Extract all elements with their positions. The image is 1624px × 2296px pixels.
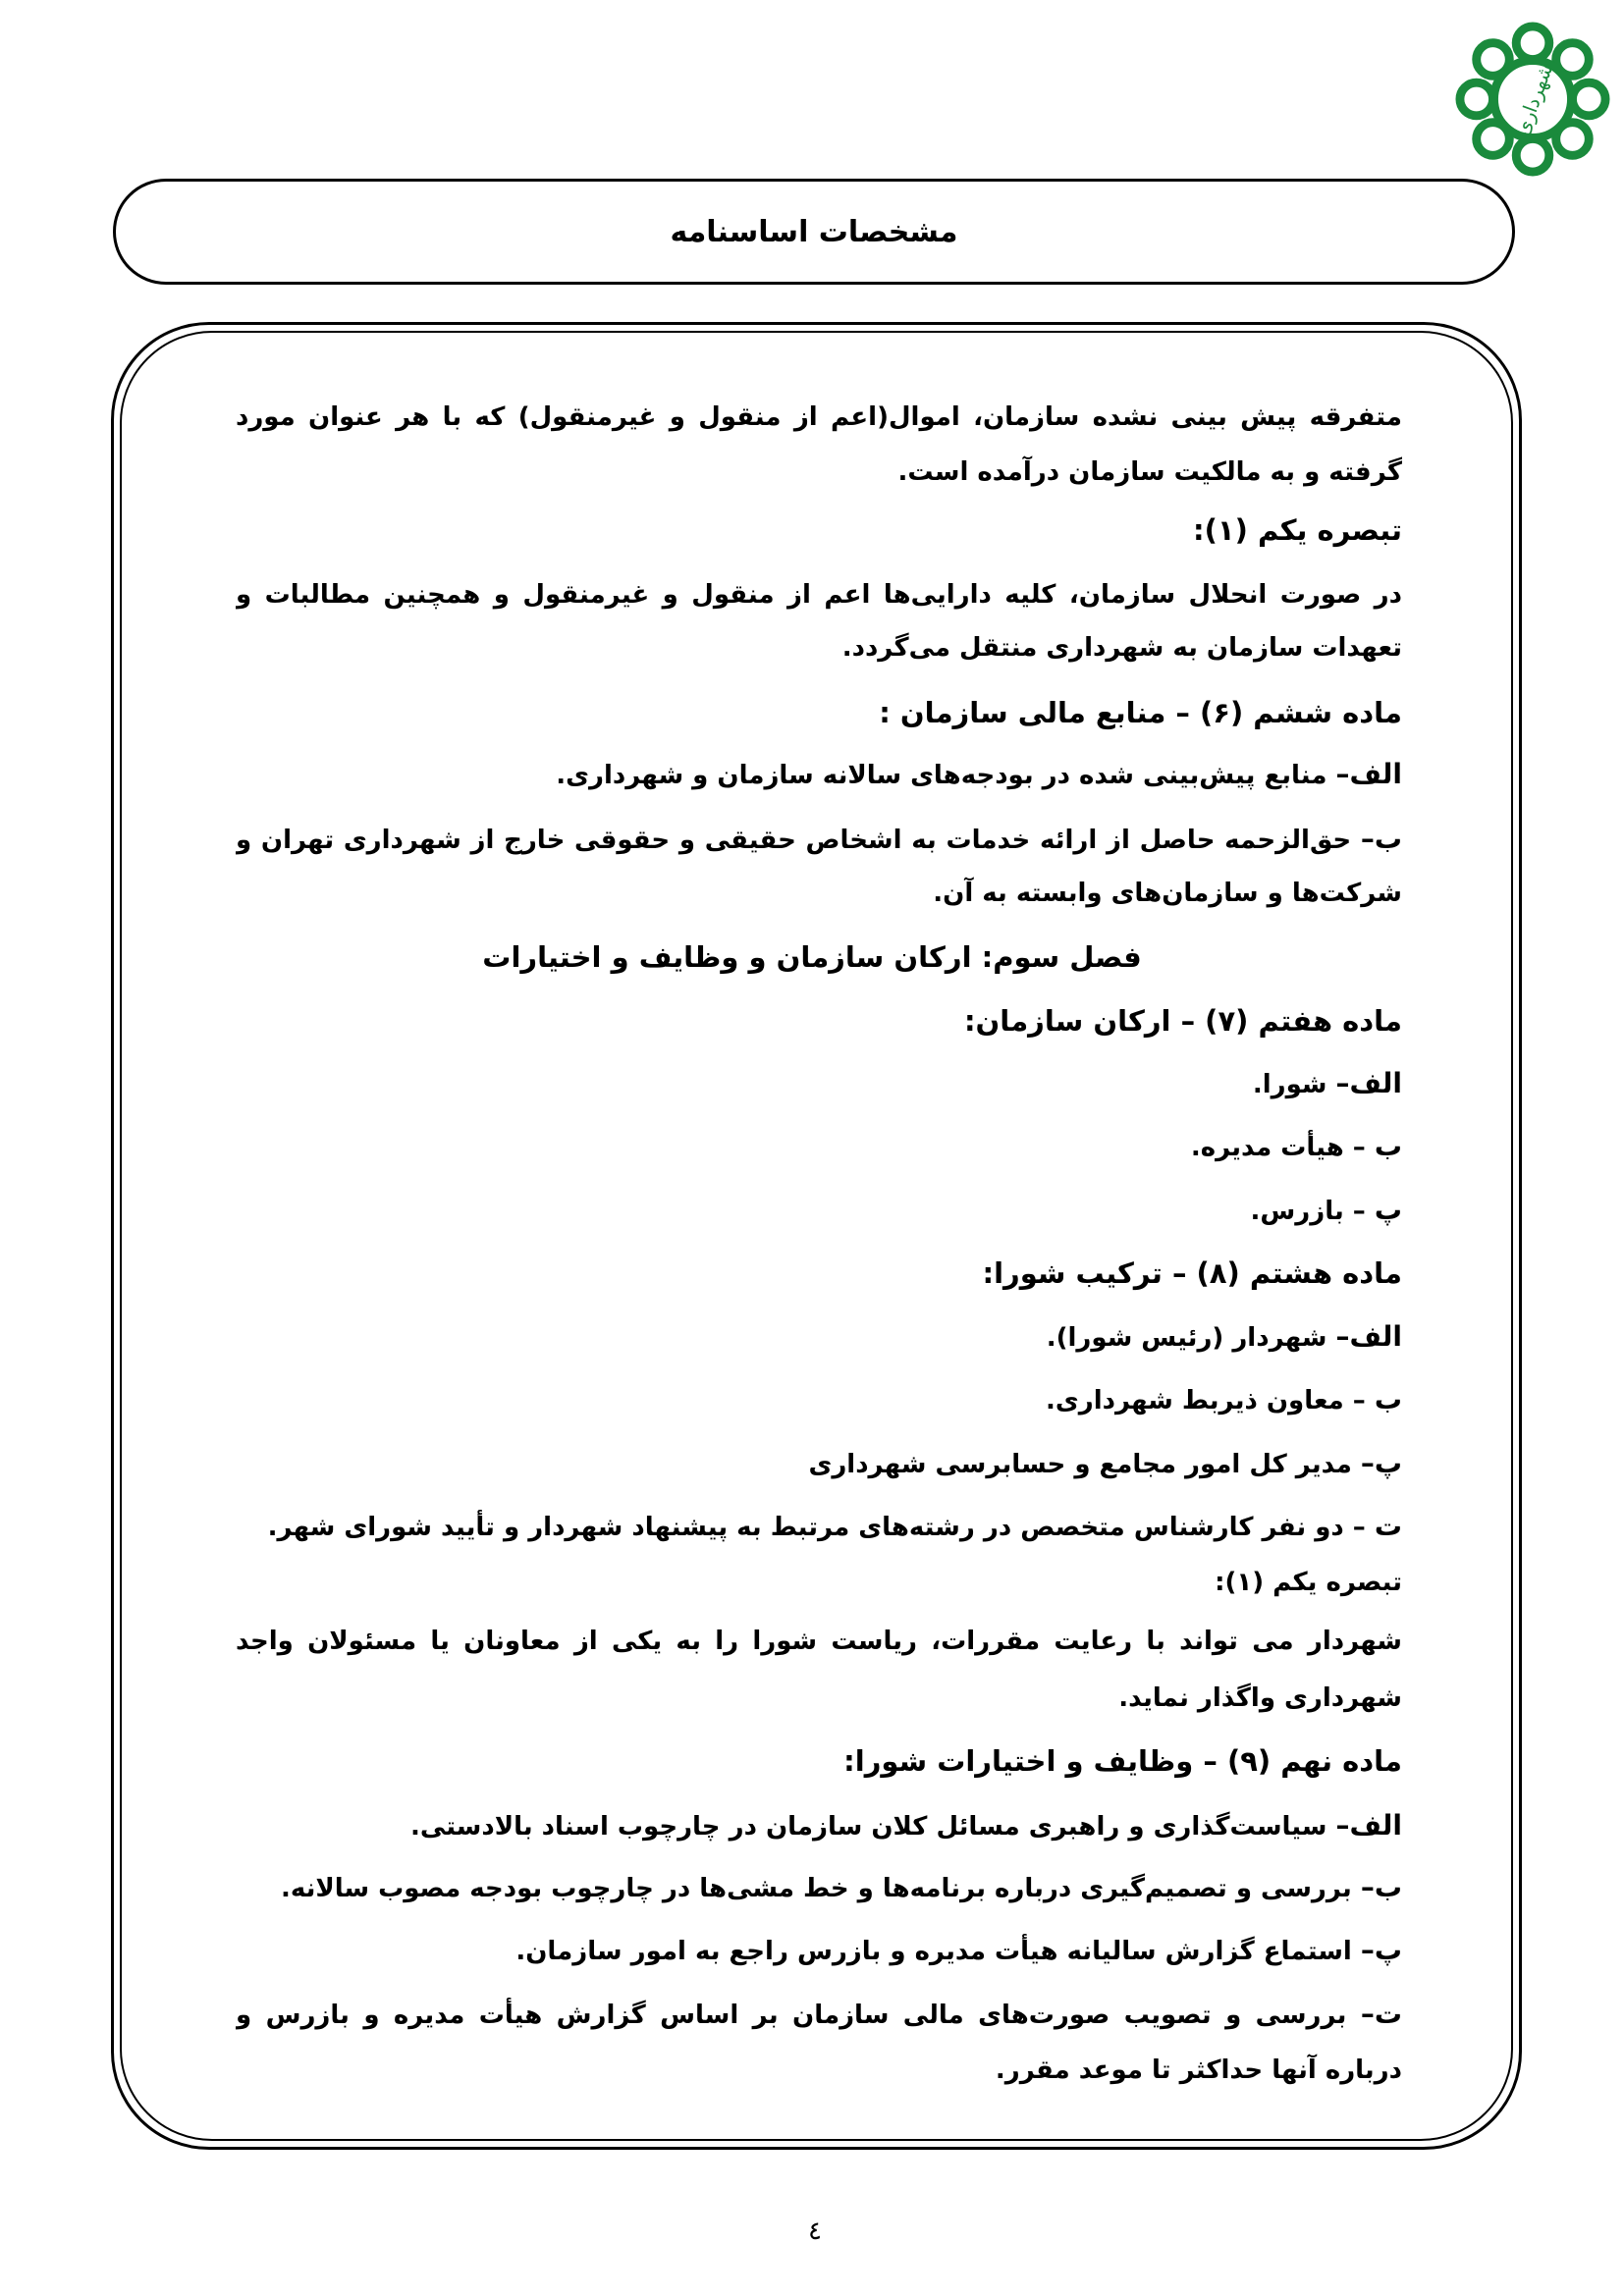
section-heading — [0, 935, 1624, 979]
logo-petal — [1460, 82, 1493, 116]
line-text: سیاست‌گذاری و راهبری مسائل کلان سازمان در چارچوب اسناد بالادستی. — [410, 1812, 1336, 1842]
line-text: – بازرس. — [1250, 1197, 1375, 1226]
text-line — [236, 1620, 1402, 1663]
line-text: شهردار می تواند با رعایت مقررات، ریاست شورا را به یکی از معاونان یا مسئولان واجد — [236, 1627, 1402, 1656]
line-text: مدیر کل امور مجامع و حسابرسی شهرداری — [808, 1450, 1361, 1479]
text-line — [1047, 1315, 1402, 1359]
line-text: استماع گزارش سالیانه هیأت مدیره و بازرس راجع به امور سازمان. — [515, 1937, 1361, 1966]
clause-label: ب — [1374, 1383, 1402, 1415]
text-line — [1046, 1378, 1402, 1421]
clause-label: الف– — [1335, 1067, 1402, 1099]
text-line — [236, 1993, 1402, 2036]
line-text: شورا. — [1252, 1070, 1336, 1099]
clause-label: الف– — [1335, 1809, 1402, 1842]
clause-label: پ– — [1360, 1447, 1402, 1479]
page-title: مشخصات اساسنامه — [670, 214, 958, 249]
clause-label: پ — [1374, 1194, 1402, 1226]
section-heading — [1193, 508, 1402, 552]
line-text: حق‌الزحمه حاصل از ارائه خدمات به اشخاص حقیقی و حقوقی خارج از شهرداری تهران و — [236, 826, 1361, 855]
line-text: ماده هفتم (۷) – ارکان سازمان: — [963, 1004, 1402, 1038]
text-line — [268, 1505, 1402, 1548]
text-line — [996, 2049, 1402, 2092]
text-line — [1251, 1189, 1402, 1232]
clause-label: الف– — [1335, 758, 1402, 790]
line-text: تعهدات سازمان به شهرداری منتقل می‌گردد. — [841, 633, 1402, 663]
line-text: فصل سوم: ارکان سازمان و وظایف و اختیارات — [482, 940, 1142, 974]
tehran-municipality-logo — [1455, 22, 1610, 177]
header-box — [113, 179, 1515, 285]
text-line — [898, 451, 1403, 494]
line-text: – معاون ذیربط شهرداری. — [1046, 1386, 1375, 1415]
line-text: ماده ششم (۶) – منابع مالی سازمان : — [879, 696, 1402, 729]
clause-label: پ– — [1360, 1934, 1402, 1966]
section-heading — [843, 1739, 1402, 1783]
text-line — [1215, 1561, 1402, 1604]
line-text: در صورت انحلال سازمان، کلیه دارایی‌ها اعم از منقول و غیرمنقول و همچنین مطالبات و — [236, 580, 1402, 610]
clause-label: ب — [1374, 1130, 1402, 1162]
clause-label: الف– — [1335, 1320, 1402, 1353]
section-heading — [964, 999, 1402, 1042]
text-line — [236, 396, 1402, 439]
text-line — [933, 872, 1402, 915]
line-text: منابع پیش‌بینی شده در بودجه‌های سالانه سازمان و شهرداری. — [556, 761, 1336, 790]
line-text: – دو نفر کارشناس متخصص در رشته‌های مرتبط به پیشنهاد شهردار و تأیید شورای شهر. — [267, 1513, 1375, 1542]
line-text: تبصره یکم (۱): — [1193, 513, 1402, 547]
section-heading — [879, 691, 1402, 734]
line-text: شهرداری واگذار نماید. — [1118, 1683, 1402, 1713]
line-text: – هیأت مدیره. — [1190, 1133, 1375, 1162]
line-text: ماده هشتم (۸) – ترکیب شورا: — [982, 1256, 1402, 1290]
clause-label: ت– — [1360, 1998, 1402, 2030]
text-line — [556, 753, 1402, 796]
clause-label: ب– — [1360, 823, 1402, 855]
line-text: تبصره یکم (۱): — [1215, 1568, 1402, 1597]
logo-petal — [1516, 27, 1549, 60]
line-text: متفرقه پیش بینی نشده سازمان، اموال(اعم از منقول و غیرمنقول) که با هر عنوان مورد — [236, 402, 1402, 432]
text-line — [236, 818, 1402, 861]
svg-text:شهرداری: شهرداری — [1510, 60, 1558, 139]
logo-petal — [1516, 138, 1549, 172]
text-line — [410, 1804, 1402, 1847]
clause-label: ب– — [1360, 1871, 1402, 1903]
line-text: بررسی و تصمیم‌گیری درباره برنامه‌ها و خط مشی‌ها در چارچوب بودجه مصوب سالانه. — [280, 1874, 1361, 1903]
text-line — [808, 1442, 1402, 1485]
text-line — [842, 626, 1402, 669]
text-line — [1118, 1677, 1402, 1720]
line-text: گرفته و به مالکیت سازمان درآمده است. — [897, 457, 1402, 487]
text-line — [515, 1929, 1402, 1972]
section-heading — [982, 1252, 1402, 1295]
line-text: درباره آنها حداکثر تا موعد مقرر. — [995, 2056, 1402, 2085]
line-text: ماده نهم (۹) – وظایف و اختیارات شورا: — [843, 1744, 1402, 1778]
line-text: شهردار (رئیس شورا). — [1046, 1323, 1336, 1353]
page-number: ٤ — [808, 2216, 822, 2246]
line-text: شرکت‌ها و سازمان‌های وابسته به آن. — [933, 879, 1402, 908]
logo-petal — [1572, 82, 1605, 116]
clause-label: ت — [1374, 1510, 1402, 1542]
text-line — [281, 1866, 1402, 1909]
text-line — [236, 573, 1402, 616]
text-line — [1253, 1062, 1402, 1105]
text-line — [1191, 1125, 1402, 1168]
line-text: بررسی و تصویب صورت‌های مالی سازمان بر اساس گزارش هیأت مدیره و بازرس و — [236, 2001, 1347, 2030]
